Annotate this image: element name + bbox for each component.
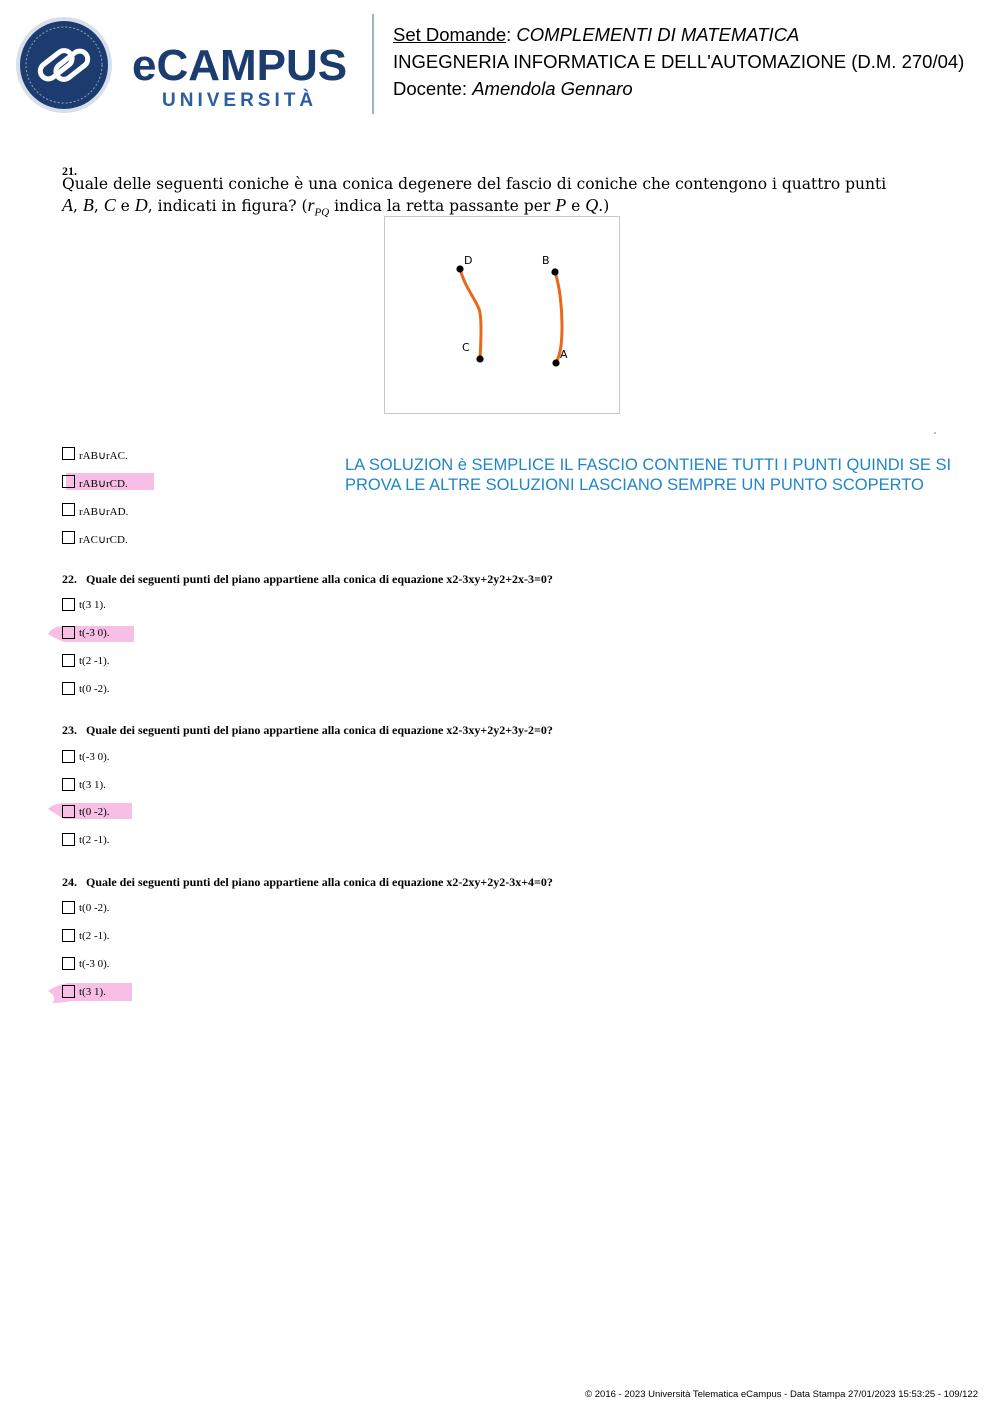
q23-option-1-label: t(-3 0). (79, 751, 110, 763)
course-title: INGEGNERIA INFORMATICA E DELL'AUTOMAZIONE (D.M. 270/04) (393, 51, 965, 72)
q22-option-1-checkbox[interactable] (62, 598, 75, 611)
teacher-name: Amendola Gennaro (472, 78, 633, 99)
set-value: COMPLEMENTI DI MATEMATICA (516, 24, 800, 45)
question-22-equation: x2-3xy+2y2+2x-3=0? (446, 572, 553, 586)
q22-option-1-label: t(3 1). (79, 599, 106, 611)
q23-option-2-checkbox[interactable] (62, 778, 75, 791)
q24-option-4-label: t(3 1). (79, 986, 106, 998)
q24-option-4-checkbox[interactable] (62, 985, 75, 998)
q21-option-4-label: rAC∪rCD. (79, 534, 128, 546)
point-b (551, 268, 558, 275)
q24-option-3-checkbox[interactable] (62, 957, 75, 970)
q24-option-3-label: t(-3 0). (79, 958, 110, 970)
q22-option-4-checkbox[interactable] (62, 682, 75, 695)
q24-option-1-label: t(0 -2). (79, 902, 110, 914)
q24-option-1-checkbox[interactable] (62, 901, 75, 914)
question-24-equation: x2-2xy+2y2-3x+4=0? (446, 875, 553, 889)
q21-option-1-checkbox[interactable] (62, 447, 75, 460)
question-21-line-2: A, B, C e D, indicati in figura? ($r_{PQ}$ indica la retta passante per P e Q.) (62, 195, 610, 219)
q21-option-2-label: rAB∪rCD. (79, 478, 128, 490)
point-c (476, 355, 483, 362)
header-divider (372, 14, 374, 114)
label-b: B (542, 254, 550, 267)
q21-option-3-label: rAB∪rAD. (79, 506, 129, 518)
q22-option-2-checkbox[interactable] (62, 626, 75, 639)
question-23-equation: x2-3xy+2y2+3y-2=0? (446, 723, 553, 737)
label-c: C (462, 341, 470, 354)
q21-option-1-label: rAB∪rAC. (79, 450, 128, 462)
q23-option-3-label: t(0 -2). (79, 806, 110, 818)
header-set-line: Set Domande: COMPLEMENTI DI MATEMATICA (393, 24, 800, 45)
solution-note: LA SOLUZION è SEMPLICE IL FASCIO CONTIENE TUTTI I PUNTI QUINDI SE SI PROVA LE ALTRE SOLUZIONI LASCIANO SEMPRE UN PUNTO SCOPERTO (345, 456, 952, 494)
label-d: D (464, 254, 473, 267)
set-label: Set Domande (393, 24, 507, 45)
point-a (552, 359, 559, 366)
page-footer: © 2016 - 2023 Università Telematica eCampus - Data Stampa 27/01/2023 15:53:25 - 109/122 (585, 1389, 978, 1400)
q22-option-4-label: t(0 -2). (79, 683, 110, 695)
label-a: A (560, 348, 568, 361)
question-24-text: 24. Quale dei seguenti punti del piano appartiene alla conica di equazione x2-2xy+2y2-3x+4=0? (62, 875, 553, 889)
q22-option-3-checkbox[interactable] (62, 654, 75, 667)
question-23-text: 23. Quale dei seguenti punti del piano appartiene alla conica di equazione x2-3xy+2y2+3y-2=0? (62, 723, 553, 737)
points-figure (384, 216, 620, 414)
svg-text:UNIVERSITÀ: UNIVERSITÀ (162, 90, 318, 111)
q21-option-3-checkbox[interactable] (62, 503, 75, 516)
teacher-line (393, 78, 633, 100)
teacher-label: Docente: (393, 78, 468, 99)
q21-option-2-checkbox[interactable] (62, 475, 75, 488)
q23-option-3-checkbox[interactable] (62, 805, 75, 818)
q22-option-3-label: t(2 -1). (79, 655, 110, 667)
question-21-number: 21. (62, 164, 77, 178)
ecampus-logo (14, 14, 359, 116)
q21-option-4-checkbox[interactable] (62, 531, 75, 544)
stray-mark (934, 432, 936, 434)
q24-option-2-checkbox[interactable] (62, 929, 75, 942)
point-d (456, 265, 463, 272)
question-21-line-1: Quale delle seguenti coniche è una conica degenere del fascio di coniche che contengono i quattro punti (62, 175, 887, 193)
question-22-text: 22. Quale dei seguenti punti del piano appartiene alla conica di equazione x2-3xy+2y2+2x-3=0? (62, 572, 553, 586)
svg-text:eCAMPUS: eCAMPUS (132, 41, 348, 90)
q22-option-2-label: t(-3 0). (79, 627, 110, 639)
q23-option-1-checkbox[interactable] (62, 750, 75, 763)
q23-option-2-label: t(3 1). (79, 779, 106, 791)
q23-option-4-label: t(2 -1). (79, 834, 110, 846)
q23-option-4-checkbox[interactable] (62, 833, 75, 846)
q24-option-2-label: t(2 -1). (79, 930, 110, 942)
